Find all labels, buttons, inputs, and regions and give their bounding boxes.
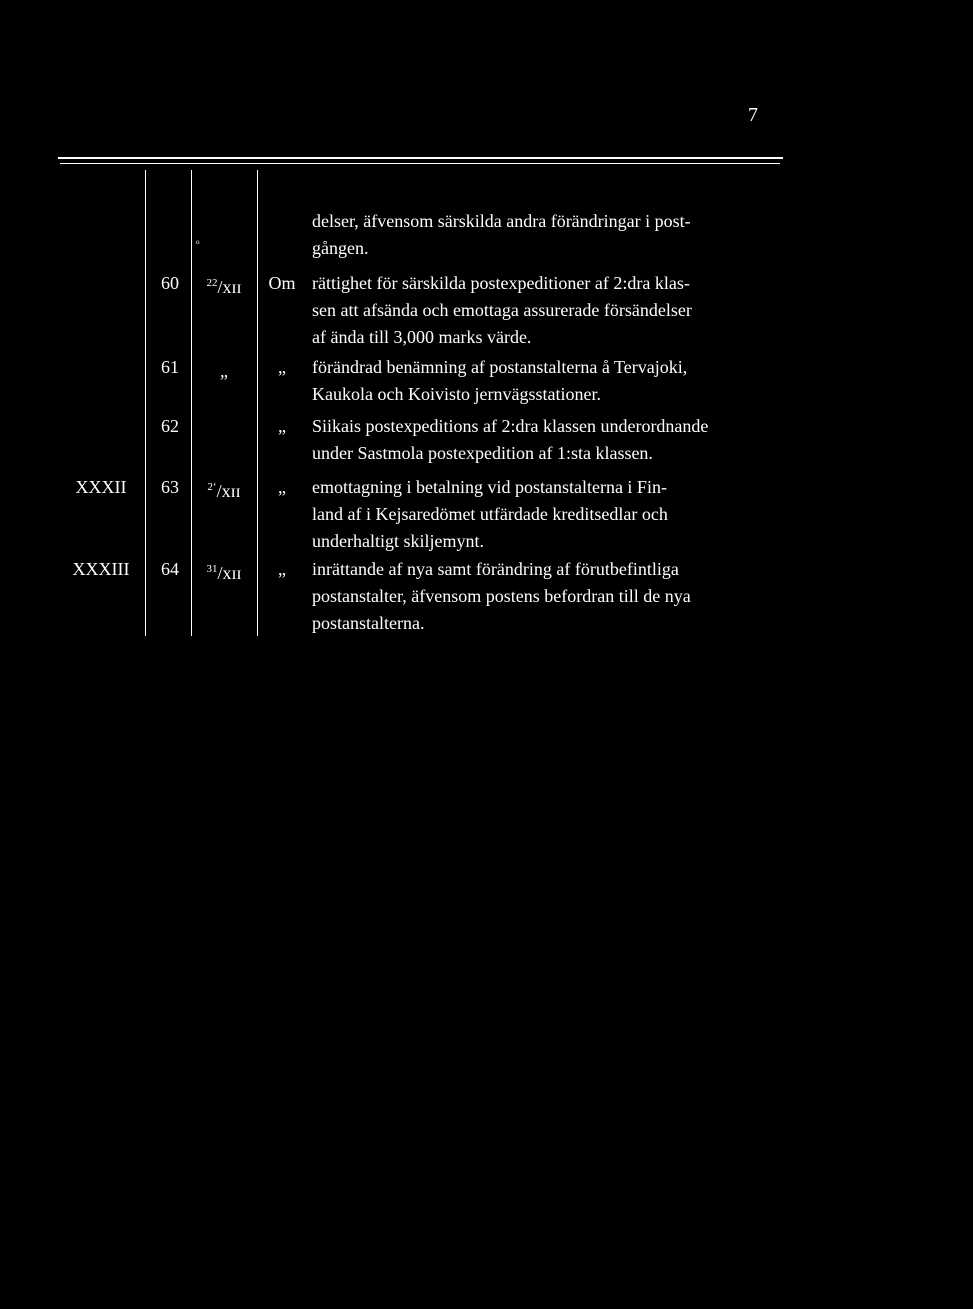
date-month: /xɪɪ (217, 277, 242, 297)
header-rule-thin (60, 163, 780, 164)
text-line: Kaukola och Koivisto jernvägsstationer. (312, 384, 601, 404)
row-prefix: „ (278, 559, 286, 579)
row-prefix: „ (278, 416, 286, 436)
date-month: /xɪɪ (217, 563, 242, 583)
text-line: under Sastmola postexpedition af 1:sta klassen. (312, 443, 653, 463)
row-date (193, 556, 255, 587)
row-date (193, 354, 255, 385)
date-day: 2‘ (207, 481, 217, 493)
row-date (193, 474, 255, 505)
text-line: postanstalter, äfvensom postens befordran till de nya (312, 586, 691, 606)
row-number: 61 (161, 357, 179, 377)
column-divider (257, 170, 258, 636)
text-line: gången. (312, 238, 369, 258)
text-line: sen att afsända och emottaga assurerade försändelser (312, 300, 692, 320)
stray-mark: ₒ (196, 232, 200, 246)
row-prefix: „ (278, 477, 286, 497)
text-line: förändrad benämning af postanstalterna å Tervajoki, (312, 357, 688, 377)
text-line: Siikais postexpeditions af 2:dra klassen underordnande (312, 416, 709, 436)
row-text (312, 270, 784, 351)
header-rule-thick (58, 157, 783, 159)
date-day: 31 (206, 563, 218, 575)
row-text (312, 474, 784, 555)
row-text (312, 556, 784, 637)
row-number: 63 (161, 477, 179, 497)
row-roman: XXXIII (72, 559, 130, 579)
row-prefix: Om (268, 273, 296, 293)
row-text (312, 354, 784, 408)
text-line: delser, äfvensom särskilda andra förändringar i post- (312, 211, 691, 231)
date-month: /xɪɪ (216, 481, 241, 501)
text-line: rättighet för särskilda postexpeditioner af 2:dra klas- (312, 273, 690, 293)
text-line: land af i Kejsaredömet utfärdade kreditsedlar och (312, 504, 668, 524)
column-divider (145, 170, 146, 636)
row-text (312, 413, 784, 467)
row-number: 60 (161, 273, 179, 293)
column-divider (191, 170, 192, 636)
continuation-text (312, 208, 784, 262)
date-day: 22 (206, 277, 218, 289)
row-prefix: „ (278, 357, 286, 377)
text-line: inrättande af nya samt förändring af förutbefintliga (312, 559, 679, 579)
row-date (193, 270, 255, 301)
row-number: 62 (161, 416, 179, 436)
row-roman: XXXII (75, 477, 127, 497)
text-line: underhaltigt skiljemynt. (312, 531, 484, 551)
row-number: 64 (161, 559, 179, 579)
text-line: postanstalterna. (312, 613, 425, 633)
text-line: emottagning i betalning vid postanstalterna i Fin- (312, 477, 667, 497)
page-number: 7 (748, 104, 758, 126)
date-month: „ (220, 361, 228, 381)
text-line: af ända till 3,000 marks värde. (312, 327, 532, 347)
